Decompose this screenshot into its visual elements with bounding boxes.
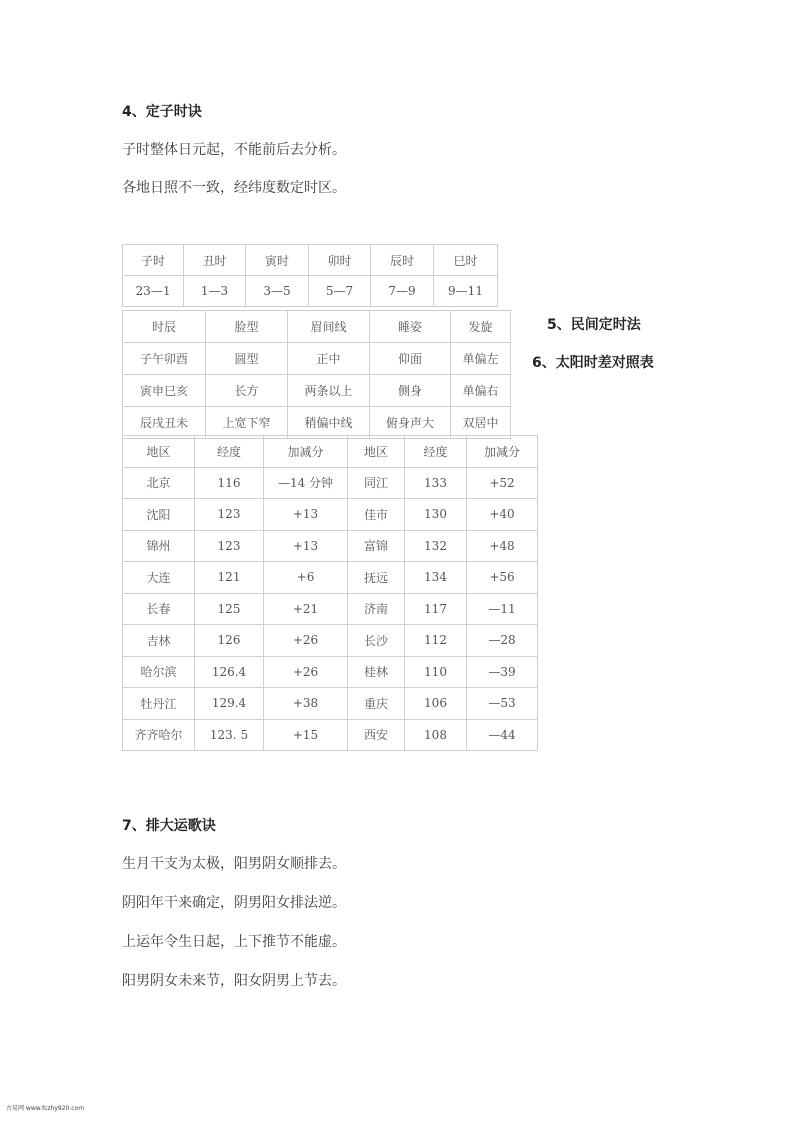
hour-range-cell: 23—1 xyxy=(123,276,184,307)
table-cell: +40 xyxy=(467,499,538,531)
table-cell: 125 xyxy=(195,593,264,625)
table-cell: +13 xyxy=(264,530,348,562)
header-cell: 脸型 xyxy=(206,311,288,343)
table-cell: 双居中 xyxy=(451,407,511,439)
table-cell: 同江 xyxy=(348,467,405,499)
table-cell: 单偏左 xyxy=(451,343,511,375)
hour-name-cell: 辰时 xyxy=(371,245,434,276)
table-cell: 106 xyxy=(405,688,467,720)
table-row xyxy=(123,656,538,688)
table-cell: 134 xyxy=(405,562,467,594)
table-cell: 126 xyxy=(195,625,264,657)
hour-name-cell: 寅时 xyxy=(246,245,309,276)
table-cell: 牡丹江 xyxy=(123,688,195,720)
table-cell: 佳市 xyxy=(348,499,405,531)
header-cell: 加减分 xyxy=(467,436,538,468)
table-cell: 长方 xyxy=(206,375,288,407)
section-7-line-2: 阴阳年干来确定，阴男阳女排法逆。 xyxy=(122,895,346,911)
section-4-line-1: 子时整体日元起，不能前后去分析。 xyxy=(122,142,346,158)
section-7-line-1: 生月干支为太极，阳男阴女顺排去。 xyxy=(122,856,346,872)
table-cell: +13 xyxy=(264,499,348,531)
table-cell: 西安 xyxy=(348,719,405,751)
table-cell: 两条以上 xyxy=(288,375,370,407)
table-cell: —44 xyxy=(467,719,538,751)
table-cell: 锦州 xyxy=(123,530,195,562)
header-cell: 经度 xyxy=(195,436,264,468)
table-cell: 俯身声大 xyxy=(370,407,451,439)
table-cell: —53 xyxy=(467,688,538,720)
table-cell: —11 xyxy=(467,593,538,625)
table-cell: 126.4 xyxy=(195,656,264,688)
table-cell: 108 xyxy=(405,719,467,751)
section-4-line-2: 各地日照不一致，经纬度数定时区。 xyxy=(122,180,346,196)
table-row xyxy=(123,719,538,751)
table-cell: 132 xyxy=(405,530,467,562)
table-cell: 寅申巳亥 xyxy=(123,375,206,407)
table-cell: 上宽下窄 xyxy=(206,407,288,439)
table-row xyxy=(123,688,538,720)
table-cell: —39 xyxy=(467,656,538,688)
table-cell: 仰面 xyxy=(370,343,451,375)
table-cell: 123. 5 xyxy=(195,719,264,751)
header-cell: 地区 xyxy=(348,436,405,468)
table-cell: 110 xyxy=(405,656,467,688)
table-cell: 123 xyxy=(195,499,264,531)
table-cell: 117 xyxy=(405,593,467,625)
table-cell: 123 xyxy=(195,530,264,562)
hour-range-cell: 3—5 xyxy=(246,276,309,307)
table-cell: 单偏右 xyxy=(451,375,511,407)
table-row xyxy=(123,625,538,657)
footer-watermark: 古易网 www.fczhy920.com xyxy=(6,1105,85,1112)
header-cell: 地区 xyxy=(123,436,195,468)
table-cell: 长沙 xyxy=(348,625,405,657)
hour-name-cell: 卯时 xyxy=(309,245,371,276)
hour-range-cell: 5—7 xyxy=(309,276,371,307)
table-cell: +48 xyxy=(467,530,538,562)
table-cell: 重庆 xyxy=(348,688,405,720)
section-7-line-4: 阳男阴女未来节，阳女阴男上节去。 xyxy=(122,973,346,989)
section-7-title: 7、排大运歌诀 xyxy=(122,818,216,834)
hour-name-cell: 子时 xyxy=(123,245,184,276)
header-cell: 经度 xyxy=(405,436,467,468)
table-row xyxy=(123,562,538,594)
table-cell: +26 xyxy=(264,656,348,688)
table-cell: +38 xyxy=(264,688,348,720)
table-cell: +56 xyxy=(467,562,538,594)
header-cell: 眉间线 xyxy=(288,311,370,343)
table-cell: —28 xyxy=(467,625,538,657)
table-cell: 正中 xyxy=(288,343,370,375)
table-cell: 112 xyxy=(405,625,467,657)
table-cell: 齐齐哈尔 xyxy=(123,719,195,751)
hour-range-table xyxy=(122,244,498,307)
hour-range-cell: 7—9 xyxy=(371,276,434,307)
section-6-title: 6、太阳时差对照表 xyxy=(532,355,654,371)
table-cell: 子午卯酉 xyxy=(123,343,206,375)
table-cell: +21 xyxy=(264,593,348,625)
hour-range-cell: 1—3 xyxy=(184,276,246,307)
table-row xyxy=(123,245,498,276)
table-cell: 济南 xyxy=(348,593,405,625)
hour-name-cell: 巳时 xyxy=(434,245,498,276)
table-row xyxy=(123,530,538,562)
header-cell: 加减分 xyxy=(264,436,348,468)
table-row xyxy=(123,467,538,499)
section-7-line-3: 上运年令生日起，上下推节不能虚。 xyxy=(122,934,346,950)
hour-name-cell: 丑时 xyxy=(184,245,246,276)
table-cell: +6 xyxy=(264,562,348,594)
table-cell: 侧身 xyxy=(370,375,451,407)
table-row xyxy=(123,407,511,439)
table-cell: 133 xyxy=(405,467,467,499)
table-cell: +15 xyxy=(264,719,348,751)
table-cell: 129.4 xyxy=(195,688,264,720)
table-cell: 圆型 xyxy=(206,343,288,375)
table-row xyxy=(123,499,538,531)
section-5-title: 5、民间定时法 xyxy=(547,317,641,333)
table-row xyxy=(123,343,511,375)
table-cell: 121 xyxy=(195,562,264,594)
table-cell: 沈阳 xyxy=(123,499,195,531)
table-cell: 哈尔滨 xyxy=(123,656,195,688)
table-cell: 北京 xyxy=(123,467,195,499)
solar-time-table xyxy=(122,435,538,751)
folk-hour-table xyxy=(122,310,511,439)
table-cell: 辰戌丑未 xyxy=(123,407,206,439)
table-row xyxy=(123,276,498,307)
table-cell: —14 分钟 xyxy=(264,467,348,499)
table-cell: 稍偏中线 xyxy=(288,407,370,439)
section-4-title: 4、定子时诀 xyxy=(122,104,202,120)
table-header-row xyxy=(123,436,538,468)
table-row xyxy=(123,593,538,625)
table-cell: +52 xyxy=(467,467,538,499)
header-cell: 睡姿 xyxy=(370,311,451,343)
table-cell: 大连 xyxy=(123,562,195,594)
table-cell: 吉林 xyxy=(123,625,195,657)
table-cell: 130 xyxy=(405,499,467,531)
table-cell: 116 xyxy=(195,467,264,499)
table-cell: 抚远 xyxy=(348,562,405,594)
table-row xyxy=(123,375,511,407)
header-cell: 发旋 xyxy=(451,311,511,343)
header-cell: 时辰 xyxy=(123,311,206,343)
table-cell: 富锦 xyxy=(348,530,405,562)
table-cell: +26 xyxy=(264,625,348,657)
table-cell: 桂林 xyxy=(348,656,405,688)
hour-range-cell: 9—11 xyxy=(434,276,498,307)
table-header-row xyxy=(123,311,511,343)
table-cell: 长春 xyxy=(123,593,195,625)
